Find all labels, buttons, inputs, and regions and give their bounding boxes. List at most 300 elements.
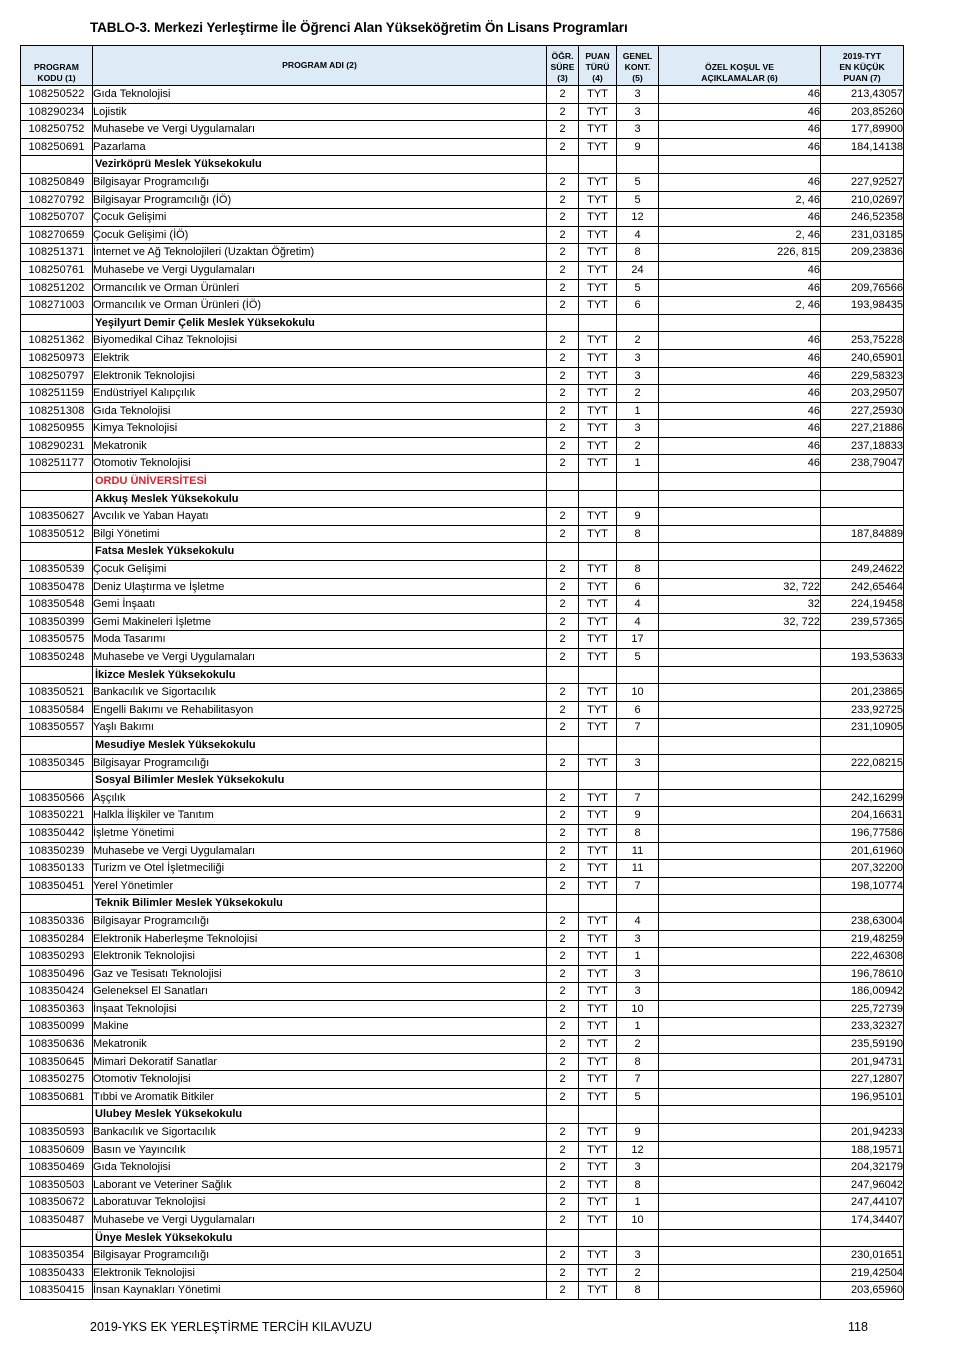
score-type-cell [579, 666, 617, 684]
score-type-cell: TYT [579, 1194, 617, 1212]
table-row [21, 1247, 904, 1265]
program-code-cell [21, 666, 93, 684]
table-row [21, 842, 904, 860]
conditions-cell [659, 895, 821, 913]
header-quota: GENEL KONT. (5) [617, 46, 659, 86]
score-type-cell: TYT [579, 420, 617, 438]
programs-table [20, 45, 904, 1300]
min-score-cell: 229,58323 [821, 367, 904, 385]
duration-cell: 2 [547, 824, 579, 842]
score-type-cell: TYT [579, 613, 617, 631]
conditions-cell [659, 314, 821, 332]
quota-cell: 7 [617, 877, 659, 895]
min-score-cell: 224,19458 [821, 596, 904, 614]
quota-cell: 3 [617, 754, 659, 772]
quota-cell: 6 [617, 578, 659, 596]
table-row [21, 1176, 904, 1194]
university-heading-row [21, 473, 904, 491]
quota-cell: 3 [617, 86, 659, 104]
min-score-cell: 177,89900 [821, 121, 904, 139]
duration-cell: 2 [547, 1282, 579, 1300]
quota-cell: 4 [617, 596, 659, 614]
program-name-cell: Deniz Ulaştırma ve İşletme [93, 578, 547, 596]
min-score-cell [821, 314, 904, 332]
min-score-cell: 188,19571 [821, 1141, 904, 1159]
quota-cell [617, 490, 659, 508]
score-type-cell: TYT [579, 1036, 617, 1054]
school-heading-row [21, 156, 904, 174]
program-name-cell: Makine [93, 1018, 547, 1036]
program-code-cell: 108251159 [21, 385, 93, 403]
program-name-cell: Muhasebe ve Vergi Uygulamaları [93, 261, 547, 279]
program-name-cell: Laboratuvar Teknolojisi [93, 1194, 547, 1212]
table-row [21, 349, 904, 367]
program-name-cell: Engelli Bakımı ve Rehabilitasyon [93, 701, 547, 719]
program-code-cell: 108270659 [21, 226, 93, 244]
quota-cell: 3 [617, 103, 659, 121]
program-code-cell [21, 490, 93, 508]
program-code-cell: 108350584 [21, 701, 93, 719]
conditions-cell [659, 1000, 821, 1018]
score-type-cell: TYT [579, 1212, 617, 1230]
school-heading-row [21, 895, 904, 913]
program-name-cell: Teknik Bilimler Meslek Yüksekokulu [93, 895, 547, 913]
score-type-cell [579, 1229, 617, 1247]
program-code-cell: 108350566 [21, 789, 93, 807]
quota-cell: 1 [617, 1194, 659, 1212]
min-score-cell [821, 490, 904, 508]
conditions-cell: 46 [659, 279, 821, 297]
quota-cell: 6 [617, 297, 659, 315]
min-score-cell [821, 1106, 904, 1124]
score-type-cell: TYT [579, 385, 617, 403]
program-name-cell: Vezirköprü Meslek Yüksekokulu [93, 156, 547, 174]
program-code-cell: 108350496 [21, 965, 93, 983]
table-row [21, 1212, 904, 1230]
quota-cell: 3 [617, 367, 659, 385]
score-type-cell [579, 895, 617, 913]
score-type-cell [579, 473, 617, 491]
program-code-cell [21, 1106, 93, 1124]
duration-cell: 2 [547, 631, 579, 649]
program-code-cell: 108271003 [21, 297, 93, 315]
min-score-cell [821, 543, 904, 561]
conditions-cell [659, 1106, 821, 1124]
table-row [21, 824, 904, 842]
program-name-cell: Çocuk Gelişimi (İÖ) [93, 226, 547, 244]
duration-cell: 2 [547, 261, 579, 279]
program-name-cell: Gemi İnşaatı [93, 596, 547, 614]
table-row [21, 508, 904, 526]
table-row [21, 121, 904, 139]
min-score-cell [821, 772, 904, 790]
min-score-cell: 219,48259 [821, 930, 904, 948]
score-type-cell: TYT [579, 701, 617, 719]
program-name-cell: Biyomedikal Cihaz Teknolojisi [93, 332, 547, 350]
conditions-cell [659, 789, 821, 807]
quota-cell: 24 [617, 261, 659, 279]
duration-cell [547, 314, 579, 332]
program-code-cell: 108350636 [21, 1036, 93, 1054]
table-row [21, 367, 904, 385]
score-type-cell: TYT [579, 912, 617, 930]
program-code-cell: 108350487 [21, 1212, 93, 1230]
quota-cell [617, 473, 659, 491]
table-row [21, 244, 904, 262]
duration-cell: 2 [547, 613, 579, 631]
min-score-cell [821, 631, 904, 649]
score-type-cell: TYT [579, 173, 617, 191]
program-code-cell [21, 736, 93, 754]
min-score-cell: 203,65960 [821, 1282, 904, 1300]
page-number: 118 [848, 1320, 868, 1334]
min-score-cell: 222,46308 [821, 948, 904, 966]
table-row [21, 578, 904, 596]
duration-cell: 2 [547, 877, 579, 895]
table-row [21, 860, 904, 878]
program-name-cell: Muhasebe ve Vergi Uygulamaları [93, 121, 547, 139]
conditions-cell [659, 649, 821, 667]
conditions-cell [659, 1071, 821, 1089]
program-code-cell: 108251177 [21, 455, 93, 473]
conditions-cell: 46 [659, 367, 821, 385]
score-type-cell: TYT [579, 596, 617, 614]
min-score-cell: 203,29507 [821, 385, 904, 403]
program-name-cell: Muhasebe ve Vergi Uygulamaları [93, 842, 547, 860]
min-score-cell: 238,63004 [821, 912, 904, 930]
program-code-cell [21, 314, 93, 332]
score-type-cell: TYT [579, 103, 617, 121]
table-row [21, 1159, 904, 1177]
score-type-cell: TYT [579, 279, 617, 297]
program-code-cell: 108350345 [21, 754, 93, 772]
program-name-cell: Laborant ve Veteriner Sağlık [93, 1176, 547, 1194]
quota-cell: 5 [617, 1088, 659, 1106]
score-type-cell: TYT [579, 754, 617, 772]
duration-cell: 2 [547, 948, 579, 966]
quota-cell: 4 [617, 226, 659, 244]
duration-cell: 2 [547, 86, 579, 104]
conditions-cell [659, 701, 821, 719]
program-code-cell: 108350548 [21, 596, 93, 614]
duration-cell: 2 [547, 983, 579, 1001]
min-score-cell: 231,03185 [821, 226, 904, 244]
min-score-cell: 233,32327 [821, 1018, 904, 1036]
quota-cell [617, 156, 659, 174]
duration-cell [547, 1106, 579, 1124]
table-row [21, 420, 904, 438]
score-type-cell: TYT [579, 1071, 617, 1089]
program-code-cell: 108350575 [21, 631, 93, 649]
min-score-cell [821, 156, 904, 174]
score-type-cell: TYT [579, 1176, 617, 1194]
min-score-cell: 238,79047 [821, 455, 904, 473]
min-score-cell: 187,84889 [821, 525, 904, 543]
duration-cell: 2 [547, 138, 579, 156]
min-score-cell: 201,94233 [821, 1124, 904, 1142]
quota-cell [617, 772, 659, 790]
header-program-code: PROGRAM KODU (1) [21, 46, 93, 86]
program-name-cell: Mimari Dekoratif Sanatlar [93, 1053, 547, 1071]
duration-cell [547, 736, 579, 754]
conditions-cell [659, 631, 821, 649]
program-name-cell: Çocuk Gelişimi [93, 209, 547, 227]
conditions-cell [659, 473, 821, 491]
program-name-cell: Aşçılık [93, 789, 547, 807]
duration-cell: 2 [547, 1247, 579, 1265]
program-code-cell: 108350469 [21, 1159, 93, 1177]
quota-cell: 1 [617, 402, 659, 420]
table-row [21, 402, 904, 420]
min-score-cell [821, 261, 904, 279]
quota-cell: 2 [617, 385, 659, 403]
conditions-cell: 32 [659, 596, 821, 614]
table-row [21, 631, 904, 649]
conditions-cell [659, 1282, 821, 1300]
score-type-cell [579, 314, 617, 332]
program-code-cell: 108350442 [21, 824, 93, 842]
table-row [21, 613, 904, 631]
program-name-cell: Çocuk Gelişimi [93, 561, 547, 579]
program-name-cell: Elektronik Teknolojisi [93, 367, 547, 385]
duration-cell: 2 [547, 719, 579, 737]
duration-cell: 2 [547, 1088, 579, 1106]
program-code-cell: 108350627 [21, 508, 93, 526]
program-code-cell: 108350503 [21, 1176, 93, 1194]
table-row [21, 877, 904, 895]
table-row [21, 1000, 904, 1018]
quota-cell: 5 [617, 191, 659, 209]
table-row [21, 191, 904, 209]
score-type-cell: TYT [579, 789, 617, 807]
quota-cell: 10 [617, 1000, 659, 1018]
program-name-cell: Yeşilyurt Demir Çelik Meslek Yüksekokulu [93, 314, 547, 332]
duration-cell: 2 [547, 244, 579, 262]
quota-cell: 9 [617, 138, 659, 156]
duration-cell: 2 [547, 1212, 579, 1230]
program-name-cell: Gıda Teknolojisi [93, 1159, 547, 1177]
table-row [21, 701, 904, 719]
conditions-cell: 46 [659, 420, 821, 438]
program-name-cell: Gıda Teknolojisi [93, 402, 547, 420]
duration-cell: 2 [547, 596, 579, 614]
quota-cell: 3 [617, 965, 659, 983]
program-name-cell: Pazarlama [93, 138, 547, 156]
conditions-cell [659, 807, 821, 825]
duration-cell: 2 [547, 1141, 579, 1159]
min-score-cell: 213,43057 [821, 86, 904, 104]
score-type-cell: TYT [579, 191, 617, 209]
conditions-cell [659, 912, 821, 930]
score-type-cell: TYT [579, 824, 617, 842]
table-row [21, 1264, 904, 1282]
duration-cell: 2 [547, 437, 579, 455]
score-type-cell: TYT [579, 1018, 617, 1036]
duration-cell: 2 [547, 385, 579, 403]
min-score-cell: 239,57365 [821, 613, 904, 631]
conditions-cell: 46 [659, 385, 821, 403]
duration-cell: 2 [547, 842, 579, 860]
program-code-cell: 108250761 [21, 261, 93, 279]
table-row [21, 437, 904, 455]
conditions-cell [659, 1194, 821, 1212]
min-score-cell: 209,23836 [821, 244, 904, 262]
program-code-cell [21, 772, 93, 790]
conditions-cell [659, 1264, 821, 1282]
conditions-cell [659, 772, 821, 790]
duration-cell: 2 [547, 173, 579, 191]
min-score-cell: 227,25930 [821, 402, 904, 420]
duration-cell [547, 156, 579, 174]
program-code-cell [21, 473, 93, 491]
program-code-cell: 108350275 [21, 1071, 93, 1089]
conditions-cell [659, 490, 821, 508]
table-row [21, 279, 904, 297]
header-score-type: PUAN TÜRÜ (4) [579, 46, 617, 86]
program-name-cell: İnsan Kaynakları Yönetimi [93, 1282, 547, 1300]
school-heading-row [21, 1106, 904, 1124]
duration-cell: 2 [547, 508, 579, 526]
table-row [21, 596, 904, 614]
program-code-cell [21, 156, 93, 174]
quota-cell: 7 [617, 719, 659, 737]
quota-cell: 1 [617, 1018, 659, 1036]
program-code-cell: 108350672 [21, 1194, 93, 1212]
quota-cell: 8 [617, 561, 659, 579]
program-name-cell: Endüstriyel Kalıpçılık [93, 385, 547, 403]
quota-cell: 3 [617, 1159, 659, 1177]
min-score-cell: 249,24622 [821, 561, 904, 579]
program-name-cell: İkizce Meslek Yüksekokulu [93, 666, 547, 684]
min-score-cell: 227,21886 [821, 420, 904, 438]
duration-cell: 2 [547, 1053, 579, 1071]
conditions-cell: 46 [659, 437, 821, 455]
score-type-cell: TYT [579, 455, 617, 473]
min-score-cell: 253,75228 [821, 332, 904, 350]
program-code-cell: 108350609 [21, 1141, 93, 1159]
conditions-cell: 32, 722 [659, 613, 821, 631]
score-type-cell: TYT [579, 138, 617, 156]
duration-cell: 2 [547, 455, 579, 473]
min-score-cell: 201,61960 [821, 842, 904, 860]
conditions-cell [659, 842, 821, 860]
min-score-cell: 235,59190 [821, 1036, 904, 1054]
table-row [21, 297, 904, 315]
min-score-cell: 242,65464 [821, 578, 904, 596]
min-score-cell: 209,76566 [821, 279, 904, 297]
duration-cell: 2 [547, 1018, 579, 1036]
table-row [21, 209, 904, 227]
quota-cell: 2 [617, 1264, 659, 1282]
duration-cell [547, 543, 579, 561]
score-type-cell: TYT [579, 402, 617, 420]
conditions-cell [659, 1036, 821, 1054]
table-row [21, 965, 904, 983]
conditions-cell [659, 156, 821, 174]
program-code-cell [21, 895, 93, 913]
duration-cell: 2 [547, 1071, 579, 1089]
program-name-cell: Gıda Teknolojisi [93, 86, 547, 104]
duration-cell: 2 [547, 420, 579, 438]
conditions-cell [659, 930, 821, 948]
duration-cell: 2 [547, 789, 579, 807]
score-type-cell: TYT [579, 437, 617, 455]
quota-cell [617, 895, 659, 913]
program-code-cell: 108251371 [21, 244, 93, 262]
quota-cell: 10 [617, 684, 659, 702]
program-code-cell: 108350239 [21, 842, 93, 860]
table-row [21, 1018, 904, 1036]
score-type-cell: TYT [579, 842, 617, 860]
program-name-cell: İnternet ve Ağ Teknolojileri (Uzaktan Öğretim) [93, 244, 547, 262]
duration-cell: 2 [547, 525, 579, 543]
program-name-cell: Bilgi Yönetimi [93, 525, 547, 543]
quota-cell: 12 [617, 209, 659, 227]
program-code-cell: 108250797 [21, 367, 93, 385]
table-row [21, 385, 904, 403]
conditions-cell: 46 [659, 332, 821, 350]
conditions-cell: 46 [659, 138, 821, 156]
program-name-cell: Bilgisayar Programcılığı (İÖ) [93, 191, 547, 209]
min-score-cell: 204,32179 [821, 1159, 904, 1177]
program-name-cell: Bankacılık ve Sigortacılık [93, 684, 547, 702]
table-row [21, 807, 904, 825]
program-code-cell: 108250707 [21, 209, 93, 227]
header-program-name: PROGRAM ADI (2) [93, 46, 547, 86]
min-score-cell: 237,18833 [821, 437, 904, 455]
quota-cell [617, 1229, 659, 1247]
score-type-cell: TYT [579, 1141, 617, 1159]
quota-cell [617, 666, 659, 684]
duration-cell: 2 [547, 402, 579, 420]
table-row [21, 754, 904, 772]
quota-cell [617, 736, 659, 754]
min-score-cell: 233,92725 [821, 701, 904, 719]
min-score-cell: 230,01651 [821, 1247, 904, 1265]
min-score-cell [821, 666, 904, 684]
program-name-cell: Turizm ve Otel İşletmeciliği [93, 860, 547, 878]
score-type-cell: TYT [579, 525, 617, 543]
program-name-cell: Akkuş Meslek Yüksekokulu [93, 490, 547, 508]
quota-cell: 3 [617, 121, 659, 139]
quota-cell: 8 [617, 1053, 659, 1071]
program-code-cell: 108350284 [21, 930, 93, 948]
quota-cell: 3 [617, 930, 659, 948]
program-code-cell: 108350354 [21, 1247, 93, 1265]
score-type-cell: TYT [579, 649, 617, 667]
quota-cell: 8 [617, 525, 659, 543]
program-name-cell: Gaz ve Tesisatı Teknolojisi [93, 965, 547, 983]
duration-cell: 2 [547, 912, 579, 930]
quota-cell: 9 [617, 508, 659, 526]
conditions-cell [659, 1088, 821, 1106]
min-score-cell: 242,16299 [821, 789, 904, 807]
program-code-cell: 108350221 [21, 807, 93, 825]
table-row [21, 1088, 904, 1106]
min-score-cell: 240,65901 [821, 349, 904, 367]
program-name-cell: Moda Tasarımı [93, 631, 547, 649]
score-type-cell: TYT [579, 1159, 617, 1177]
conditions-cell [659, 1229, 821, 1247]
table-row [21, 684, 904, 702]
min-score-cell: 247,96042 [821, 1176, 904, 1194]
min-score-cell [821, 508, 904, 526]
program-name-cell: Avcılık ve Yaban Hayatı [93, 508, 547, 526]
program-code-cell: 108250522 [21, 86, 93, 104]
min-score-cell [821, 736, 904, 754]
table-row [21, 561, 904, 579]
table-row [21, 1282, 904, 1300]
